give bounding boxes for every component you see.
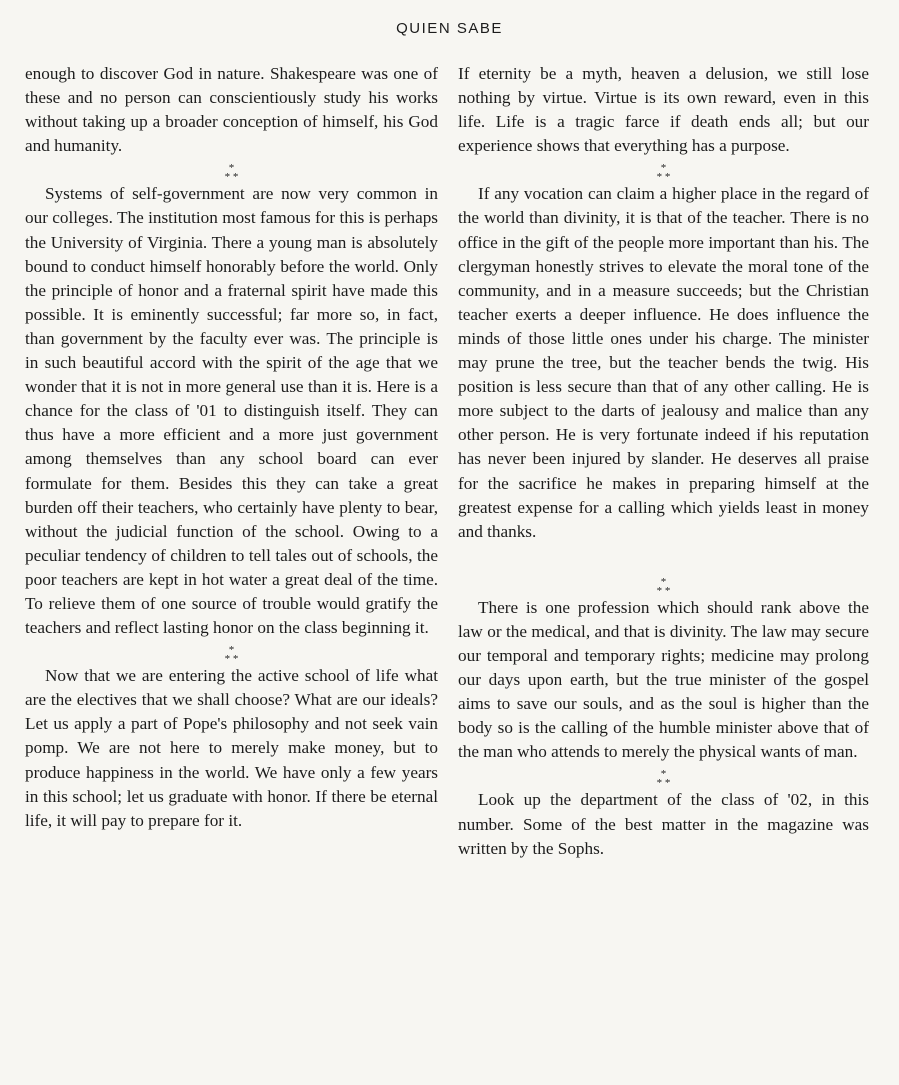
right-paragraph-4: Look up the department of the class of '02, in this number. Some of the best matter in the magazine was written by the Sophs. (458, 790, 869, 858)
asterism-bottom: * * (656, 171, 671, 184)
asterism-separator (25, 640, 438, 664)
asterism-bottom: * * (224, 653, 239, 666)
asterism-bottom: * * (224, 171, 239, 184)
asterism-top: * (228, 644, 235, 657)
asterism-top: * (228, 162, 235, 175)
asterism-top: * (660, 768, 667, 781)
asterism-separator (458, 764, 869, 788)
right-column (458, 62, 869, 861)
right-paragraph-2: If any vocation can claim a higher place in the regard of the world than divinity, it is that of the teacher. There is no office in the gift of the people more important than his. The clergyman honestly strives to elevate the moral tone of the community, and in a measure succeeds; but the Christian teacher exerts a deeper influence. He does influence the minds of those little ones under his charge. The minister may prune the tree, but the teacher bends the twig. His position is less secure than that of any other calling. He is more subject to the darts of jealousy and malice than any other person. He is very fortunate indeed if his reputation has never been injured by slander. He deserves all praise for the sacrifice he makes in preparing himself at the greatest expense for a calling which yields least in money and thanks. (458, 184, 869, 541)
asterism-top: * (660, 575, 667, 588)
asterism-separator (458, 572, 869, 596)
right-paragraph-1: If eternity be a myth, heaven a delusion, we still lose nothing by virtue. Virtue is its own reward, even in this life. Life is a tragic farce if death ends all; but our experience shows that everything has a purpose. (458, 64, 869, 156)
asterism-separator (25, 158, 438, 182)
left-column (25, 62, 438, 833)
right-paragraph-3: There is one profession which should rank above the law or the medical, and that is divinity. The law may secure our temporal and temporary rights; medicine may prolong our days upon earth, but the true minister of the gospel aims to save our souls, and as the soul is higher than the body so is the calling of the humble minister above that of the man who attends to merely the physical wants of man. (458, 597, 869, 762)
page-header: QUIEN SABE (396, 20, 503, 37)
asterism-bottom: * * (656, 584, 671, 597)
left-paragraph-3: Now that we are entering the active school of life what are the electives that we shall choose? What are our ideals? Let us apply a part of Pope's philosophy and not seek vain pomp. We are not here to merely make money, but to produce happiness in the world. We have only a few years in this school; let us graduate with honor. If there be eternal life, it will pay to prepare for it. (25, 666, 438, 830)
asterism-separator (458, 158, 869, 182)
spacer (458, 544, 869, 572)
asterism-bottom: * * (656, 777, 671, 790)
asterism-top: * (660, 162, 667, 175)
left-paragraph-1: enough to discover God in nature. Shakespeare was one of these and no person can conscientiously study his works without taking up a broader conception of himself, his God and humanity. (25, 64, 438, 156)
left-paragraph-2: Systems of self-government are now very common in our colleges. The institution most famous for this is perhaps the University of Virginia. There a young man is absolutely bound to conduct himself honorably before the world. Only the principle of honor and a fraternal spirit have made this possible. It is eminently successful; far more so, in fact, than government by the faculty ever was. The principle is in such beautiful accord with the spirit of the age that we wonder that it is not in more general use than it is. Here is a chance for the class of '01 to distinguish itself. They can thus have a more efficient and a more just government among themselves than any school board can ever formulate for them. Besides this they can take a great burden off their teachers, who certainly have plenty to bear, without the judicial function of the school. Owing to a peculiar tendency of children to tell tales out of schools, the poor teachers are kept in hot water a great deal of the time. To relieve them of one source of trouble would gratify the teachers and reflect lasting honor on the class beginning it. (25, 184, 438, 638)
